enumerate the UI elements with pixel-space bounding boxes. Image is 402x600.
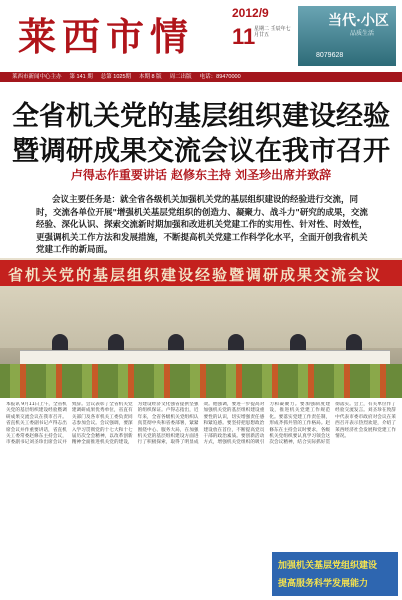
newspaper-title: 莱西市情 — [18, 14, 195, 59]
masthead — [0, 0, 402, 72]
headline-line-2: 暨调研成果交流会议在我市召开 — [12, 136, 390, 167]
headline-line-1: 全省机关党的基层组织建设经验 — [12, 101, 390, 132]
slogan-line-2: 提高服务科学发展能力 — [278, 579, 369, 589]
top-ad-subtitle: 品质生活 — [350, 30, 375, 37]
subheadline: 卢得志作重要讲话 赵修东主持 刘圣珍出席并致辞 — [70, 168, 332, 182]
bottom-slogan-ad — [272, 552, 398, 596]
date-year-month: 2012/9 — [232, 6, 269, 20]
lead-paragraph: 会议主要任务是：就全省各级机关加强机关党的基层组织建设的经验进行交流，同时，交流各单位开展"增强机关基层党组织的创造力、凝聚力、战斗力"研究的成果，交流经验、深化认识、探索交流新时期加强和改进机关党建工作的实用性、针对性、时效性，更强调机关工作方法和发展措施，不断提高机关党建工作科学化水平，全面开创我省机关党建工作的新局面。 — [36, 195, 368, 255]
top-ad-phone: 8079628 — [316, 52, 344, 59]
article-body: 本报讯 9月11日上午，全省机关党的基层组织建设经验暨调研成果交流会议在我市召开。省直机关工委副书记卢得志出席会议并作重要讲话，省直机关工委常委赵修东主持会议，市委副书记刘圣珍出席会议并致辞。会议表彰了全省机关党建调研成果优秀单位，省直有关部门及各市机关工委负责同志参加会议。会议强调，要深入学习贯彻党的十七大和十七届历次全会精神，以改革创新精神全面推进机关党的建设，为建设经济文化强省提供坚强的组织保证。卢得志指出，近年来，全省各级机关党组织认真贯彻中央和省委部署，紧紧围绕中心、服务大局，在加强机关党的基层组织建设方面进行了积极探索，取得了明显成效。他强调，要进一步提高对加强机关党的基层组织建设重要性的认识，切实增强责任感和紧迫感。要坚持把思想政治建设放在首位，不断提高党员干部的政治素质。要创新活动方式，增强机关党组织的吸引力和凝聚力。要加强制度建设，推进机关党建工作规范化。要落实党建工作责任制，形成齐抓共管的工作格局。赵修东在主持会议时要求，各级机关党组织要认真学习领会这次会议精神，结合实际抓好贯彻落实。会上，有关单位作了经验交流发言。刘圣珍在致辞中代表市委市政府对会议在莱西召开表示热烈欢迎，介绍了莱西经济社会发展和党建工作情况。 — [6, 402, 396, 446]
info-item: 本期 8 版 — [139, 74, 162, 80]
info-item: 总第 1025期 — [100, 74, 132, 80]
podium-table — [20, 350, 390, 365]
info-item: 第 141 期 — [69, 74, 93, 80]
flower-row — [0, 364, 402, 398]
meeting-banner-text: 省机关党的基层组织建设经验暨调研成果交流会议 — [8, 266, 383, 284]
issue-date — [232, 6, 292, 49]
info-item: 莱西市新闻中心主办 — [12, 74, 62, 80]
info-item: 电话：89470000 — [199, 74, 241, 80]
top-ad-title: 当代·小区 — [328, 13, 389, 29]
info-item: 周二出版 — [169, 74, 192, 80]
meeting-photo — [0, 258, 402, 398]
issue-info-bar — [0, 72, 402, 82]
date-weekday: 星期二 壬辰年七月廿五 — [254, 26, 291, 38]
top-ad — [298, 6, 396, 66]
meeting-banner — [0, 260, 402, 286]
slogan-line-1: 加强机关基层党组织建设 — [278, 561, 378, 571]
date-day: 11 — [232, 24, 256, 49]
